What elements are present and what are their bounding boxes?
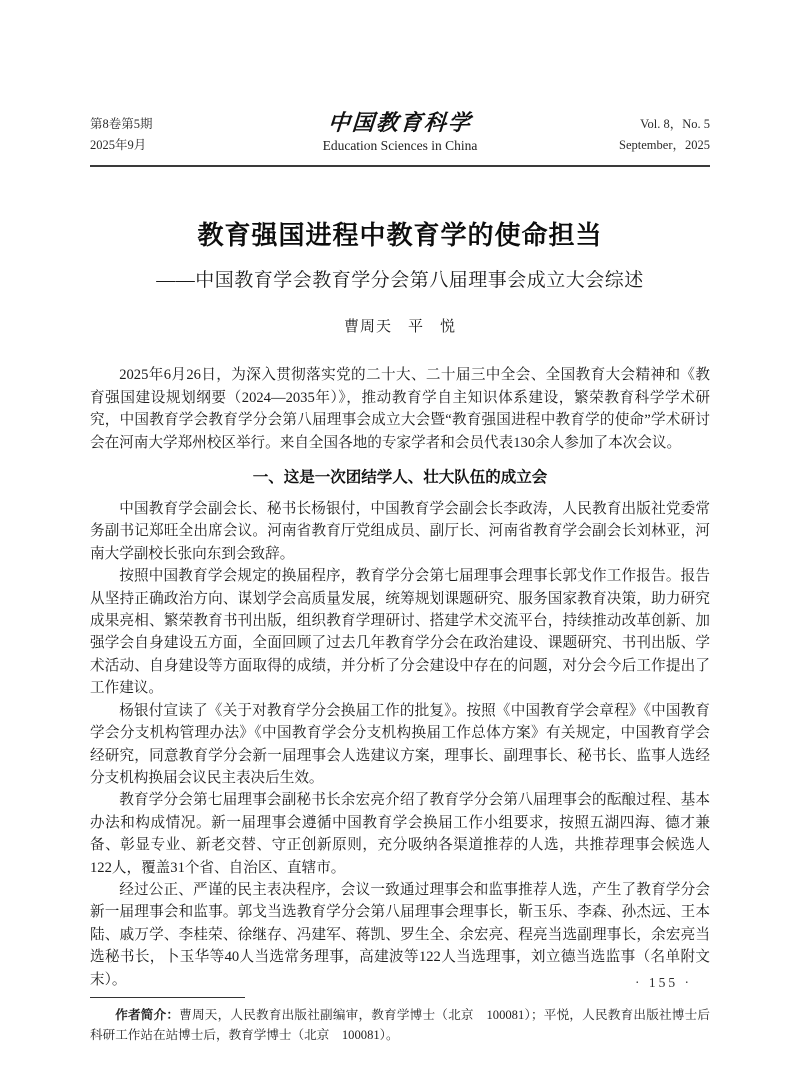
body-paragraph: 按照中国教育学会规定的换届程序，教育学分会第七届理事会理事长郭戈作工作报告。报告从坚持正确政治方向、谋划学会高质量发展，统筹规划课题研究、服务国家教育决策，助力研究成果亮相、繁荣教育书刊出版，组织教育学理研讨、搭建学术交流平台，持续推动改革创新、加强学会自身建设五方面，全面回顾了过去几年教育学分会在政治建设、课题研究、书刊出版、学术活动、自身建设等方面取得的成绩，并分析了分会建设中存在的问题，对分会今后工作提出了工作建议。 bbox=[90, 568, 710, 697]
article-authors: 曹周天 平 悦 bbox=[343, 319, 456, 336]
date-cn: 2025年9月 bbox=[90, 138, 147, 152]
author-bio-label: 作者简介： bbox=[115, 1007, 180, 1022]
section-heading-1: 一、这是一次团结学人、壮大队伍的成立会 bbox=[252, 469, 548, 487]
header-left-block bbox=[90, 114, 240, 156]
volume-issue-cn: 第8卷第5期 bbox=[90, 117, 153, 131]
author-bio-footnote bbox=[90, 1005, 710, 1045]
intro-paragraph: 2025年6月26日，为深入贯彻落实党的二十大、二十届三中全会、全国教育大会精神和《教育强国建设规划纲要（2024—2035年）》，推动教育学自主知识体系建设，繁荣教育科学学术研究，中国教育学会教育学分会第八届理事会成立大会暨“教育强国进程中教育学的使命”学术研讨会在河南大学郑州校区举行。来自全国各地的专家学者和会员代表130余人参加了本次会议。 bbox=[90, 367, 710, 451]
body-paragraph: 经过公正、严谨的民主表决程序，会议一致通过理事会和监事推荐人选，产生了教育学分会新一届理事会和监事。郭戈当选教育学分会第八届理事会理事长，靳玉乐、李森、孙杰远、王本陆、戚万学、李桂荣、徐继存、冯建军、蒋凯、罗生全、余宏亮、程亮当选副理事长，余宏亮当选秘书长，卜玉华等40人当选常务理事，高建波等122人当选理事，刘立德当选监事（名单附文末）。 bbox=[90, 881, 710, 988]
header-right-block bbox=[560, 114, 710, 156]
body-paragraph: 杨银付宣读了《关于对教育学分会换届工作的批复》。按照《中国教育学会章程》《中国教育学会分支机构管理办法》《中国教育学会分支机构换届工作总体方案》有关规定，中国教育学会经研究，同意教育学分会新一届理事会人选建议方案，理事长、副理事长、秘书长、监事人选经分支机构换届会议民主表决后生效。 bbox=[90, 702, 710, 786]
volume-issue-en: Vol. 8，No. 5 bbox=[640, 117, 710, 131]
date-en: September，2025 bbox=[619, 138, 710, 152]
article-title: 教育强国进程中教育学的使命担当 bbox=[197, 220, 603, 250]
article-subtitle: ——中国教育学会教育学分会第八届理事会成立大会综述 bbox=[156, 270, 644, 292]
author-bio-text: 曹周天，人民教育出版社副编审，教育学博士（北京 100081）；平悦，人民教育出版社博士后科研工作站在站博士后，教育学博士（北京 100081）。 bbox=[90, 1007, 710, 1042]
header-center-block bbox=[240, 110, 560, 156]
journal-name-en: Education Sciences in China bbox=[322, 138, 478, 153]
article-body bbox=[90, 364, 710, 991]
body-paragraph: 教育学分会第七届理事会副秘书长余宏亮介绍了教育学分会第八届理事会的酝酿过程、基本办法和构成情况。新一届理事会遵循中国教育学会换届工作小组要求，按照五湖四海、德才兼备、彰显专业、新老交替、守正创新原则，充分吸纳各渠道推荐的人选，共推荐理事会候选人122人，覆盖31个省、自治区、直辖市。 bbox=[90, 792, 710, 876]
header-divider bbox=[90, 165, 710, 167]
journal-name-cn: 中国教育科学 bbox=[327, 110, 473, 135]
body-paragraph: 中国教育学会副会长、秘书长杨银付，中国教育学会副会长李政涛，人民教育出版社党委常务副书记郑旺全出席会议。河南省教育厅党组成员、副厅长、河南省教育学会副会长刘林亚，河南大学副校长张向东到会致辞。 bbox=[90, 501, 710, 562]
footnote-divider bbox=[90, 997, 245, 998]
page-number: · 155 · bbox=[635, 975, 692, 990]
journal-header bbox=[90, 110, 710, 156]
